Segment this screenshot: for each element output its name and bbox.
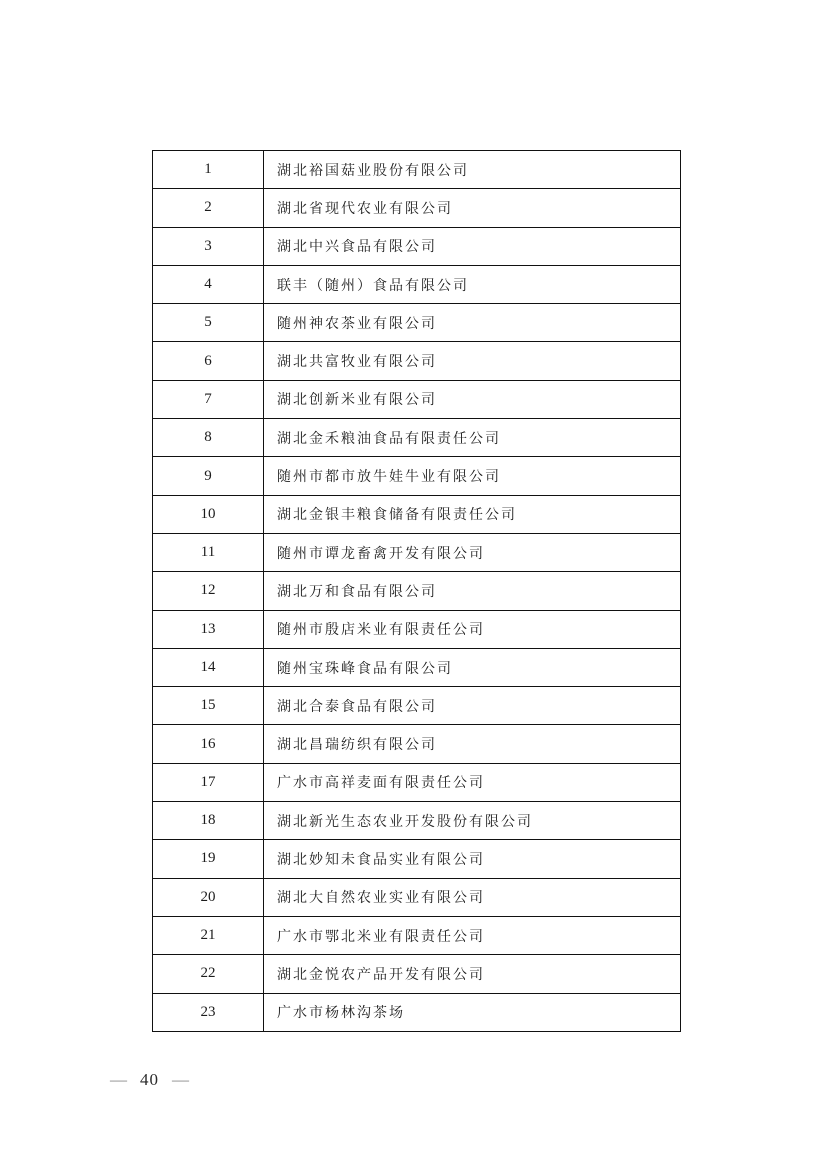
- table-row: [153, 955, 681, 993]
- company-name-cell: 湖北共富牧业有限公司: [264, 342, 681, 380]
- company-name-cell: 随州宝珠峰食品有限公司: [264, 648, 681, 686]
- company-name-cell: 湖北大自然农业实业有限公司: [264, 878, 681, 916]
- company-name-cell: 随州神农茶业有限公司: [264, 304, 681, 342]
- company-name-cell: 湖北金禾粮油食品有限责任公司: [264, 419, 681, 457]
- table-row: [153, 840, 681, 878]
- company-name-cell: 广水市高祥麦面有限责任公司: [264, 763, 681, 801]
- row-number-cell: 2: [153, 189, 264, 227]
- company-name-cell: 湖北新光生态农业开发股份有限公司: [264, 802, 681, 840]
- table-row: [153, 802, 681, 840]
- table-row: [153, 916, 681, 954]
- row-number-cell: 19: [153, 840, 264, 878]
- row-number-cell: 20: [153, 878, 264, 916]
- row-number-cell: 1: [153, 151, 264, 189]
- table-row: [153, 380, 681, 418]
- page-number: 40: [140, 1070, 159, 1089]
- row-number-cell: 11: [153, 533, 264, 571]
- table-row: [153, 457, 681, 495]
- company-name-cell: 湖北创新米业有限公司: [264, 380, 681, 418]
- row-number-cell: 6: [153, 342, 264, 380]
- row-number-cell: 14: [153, 648, 264, 686]
- row-number-cell: 16: [153, 725, 264, 763]
- company-name-cell: 随州市殷店米业有限责任公司: [264, 610, 681, 648]
- row-number-cell: 4: [153, 265, 264, 303]
- table-row: [153, 304, 681, 342]
- row-number-cell: 23: [153, 993, 264, 1031]
- company-name-cell: 广水市鄂北米业有限责任公司: [264, 916, 681, 954]
- company-name-cell: 湖北昌瑞纺织有限公司: [264, 725, 681, 763]
- row-number-cell: 3: [153, 227, 264, 265]
- row-number-cell: 18: [153, 802, 264, 840]
- company-table-body: [153, 151, 681, 1032]
- company-name-cell: 随州市都市放牛娃牛业有限公司: [264, 457, 681, 495]
- company-name-cell: 湖北中兴食品有限公司: [264, 227, 681, 265]
- table-row: [153, 342, 681, 380]
- table-row: [153, 151, 681, 189]
- table-row: [153, 265, 681, 303]
- company-name-cell: 湖北裕国菇业股份有限公司: [264, 151, 681, 189]
- company-name-cell: 湖北妙知未食品实业有限公司: [264, 840, 681, 878]
- company-name-cell: 湖北万和食品有限公司: [264, 572, 681, 610]
- company-name-cell: 联丰（随州）食品有限公司: [264, 265, 681, 303]
- row-number-cell: 9: [153, 457, 264, 495]
- company-table: [152, 150, 681, 1032]
- table-row: [153, 763, 681, 801]
- table-row: [153, 878, 681, 916]
- company-name-cell: 广水市杨林沟茶场: [264, 993, 681, 1031]
- footer-right-dash: —: [172, 1070, 189, 1089]
- row-number-cell: 21: [153, 916, 264, 954]
- row-number-cell: 15: [153, 687, 264, 725]
- table-row: [153, 610, 681, 648]
- company-name-cell: 湖北合泰食品有限公司: [264, 687, 681, 725]
- table-row: [153, 725, 681, 763]
- row-number-cell: 22: [153, 955, 264, 993]
- row-number-cell: 17: [153, 763, 264, 801]
- row-number-cell: 10: [153, 495, 264, 533]
- footer-left-dash: —: [110, 1070, 127, 1089]
- company-name-cell: 湖北省现代农业有限公司: [264, 189, 681, 227]
- table-row: [153, 227, 681, 265]
- page-footer: [110, 1071, 189, 1088]
- table-row: [153, 687, 681, 725]
- table-row: [153, 189, 681, 227]
- row-number-cell: 12: [153, 572, 264, 610]
- company-name-cell: 随州市谭龙畜禽开发有限公司: [264, 533, 681, 571]
- table-row: [153, 419, 681, 457]
- table-row: [153, 533, 681, 571]
- row-number-cell: 7: [153, 380, 264, 418]
- row-number-cell: 8: [153, 419, 264, 457]
- company-name-cell: 湖北金银丰粮食储备有限责任公司: [264, 495, 681, 533]
- row-number-cell: 13: [153, 610, 264, 648]
- table-row: [153, 495, 681, 533]
- table-row: [153, 993, 681, 1031]
- table-row: [153, 572, 681, 610]
- row-number-cell: 5: [153, 304, 264, 342]
- table-row: [153, 648, 681, 686]
- company-name-cell: 湖北金悦农产品开发有限公司: [264, 955, 681, 993]
